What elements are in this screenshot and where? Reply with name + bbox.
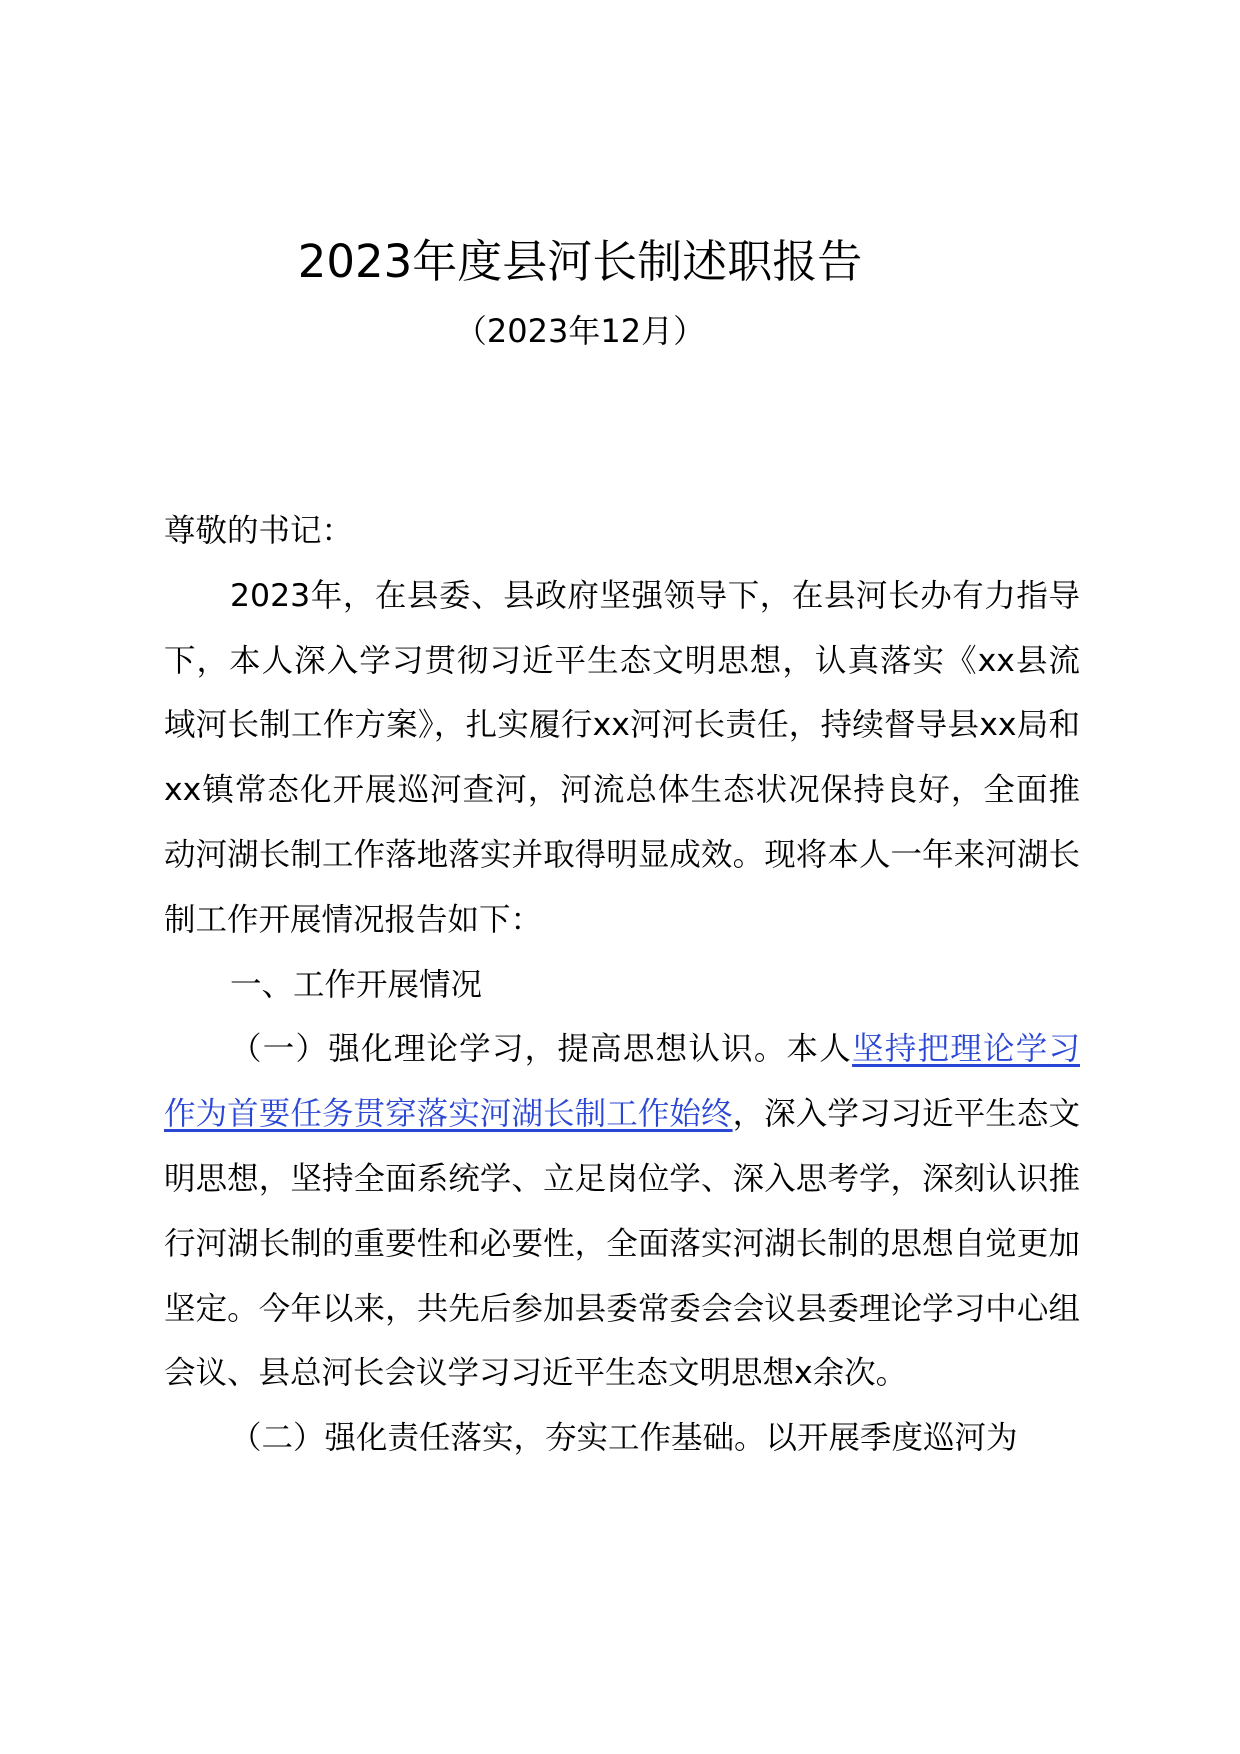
- document-date-line: （2023年12月）: [454, 312, 706, 350]
- document-body: [164, 499, 1080, 1471]
- section-heading-1: 一、工作开展情况: [230, 966, 483, 1003]
- intro-paragraph: 2023年，在县委、县政府坚强领导下，在县河长办有力指导下，本人深入学习贯彻习近平生态文明思想，认真落实《xx县流域河长制工作方案》，扎实履行xx河河长责任，持续督导县xx局和xx镇常态化开展巡河查河，河流总体生态状况保持良好，全面推动河湖长制工作落地落实并取得明显成效。现将本人一年来河湖长制工作开展情况报告如下：: [164, 577, 1080, 938]
- document-title: 2023年度县河长制述职报告: [297, 235, 863, 288]
- subsection-2-paragraph: （二）强化责任落实，夯实工作基础。以开展季度巡河为: [230, 1420, 1018, 1457]
- subsection-1-paragraph: [164, 1017, 1080, 1406]
- subsection-1-body-text: ，深入学习习近平生态文明思想，坚持全面系统学、立足岗位学、深入思考学，深刻认识推行河湖长制的重要性和必要性，全面落实河湖长制的思想自觉更加坚定。今年以来，共先后参加县委常委会会议县委理论学习中心组会议、县总河长会议学习习近平生态文明思想x余次。: [164, 1096, 1080, 1392]
- salutation: 尊敬的书记：: [164, 513, 354, 549]
- highlighted-link-text[interactable]: 坚持把理论学习作为首要任务贯穿落实河湖长制工作始终: [164, 1031, 1080, 1133]
- subsection-1-lead-text: （一）强化理论学习，提高思想认识。本人: [230, 1031, 853, 1068]
